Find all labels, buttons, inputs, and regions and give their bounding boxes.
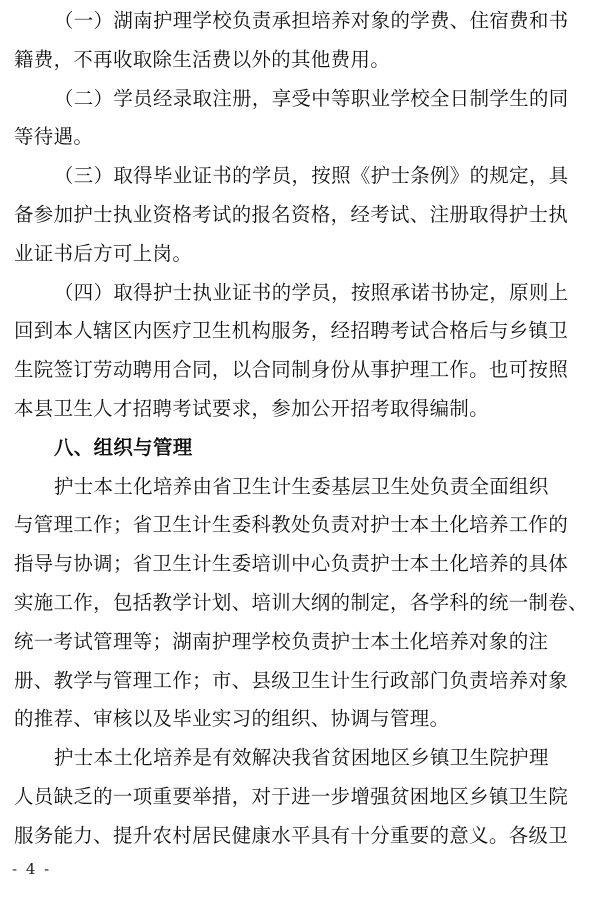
paragraph-3-line-1: （三）取得毕业证书的学员，按照《护士条例》的规定，具	[54, 164, 569, 188]
paragraph-6-line-3: 服务能力、提升农村居民健康水平具有十分重要的意义。各级卫	[14, 823, 569, 847]
paragraph-4-line-1: （四）取得护士执业证书的学员，按照承诺书协定，原则上	[54, 280, 569, 304]
paragraph-1-line-2: 籍费，不再收取除生活费以外的其他费用。	[14, 47, 391, 71]
paragraph-2-line-1: （二）学员经录取注册，享受中等职业学校全日制学生的同	[54, 86, 569, 110]
page-number: - 4 -	[12, 860, 52, 878]
section-heading: 八、组织与管理	[54, 435, 193, 459]
paragraph-5-line-4: 实施工作，包括教学计划、培训大纲的制定，各学科的统一制卷、	[14, 590, 588, 614]
paragraph-5-line-3: 指导与协调；省卫生计生委培训中心负责护士本土化培养的具体	[14, 552, 569, 576]
paragraph-6-line-1: 护士本土化培养是有效解决我省贫困地区乡镇卫生院护理	[54, 746, 549, 770]
paragraph-2-line-2: 等待遇。	[14, 125, 94, 149]
paragraph-3-line-2: 备参加护士执业资格考试的报名资格，经考试、注册取得护士执	[14, 202, 569, 226]
paragraph-3-line-3: 业证书后方可上岗。	[14, 241, 193, 265]
paragraph-5-line-6: 册、教学与管理工作；市、县级卫生计生行政部门负责培养对象	[14, 668, 569, 692]
paragraph-1-line-1: （一）湖南护理学校负责承担培养对象的学费、住宿费和书	[54, 9, 569, 32]
paragraph-5-line-2: 与管理工作；省卫生计生委科教处负责对护士本土化培养工作的	[14, 513, 569, 537]
paragraph-5-line-5: 统一考试管理等；湖南护理学校负责护士本土化培养对象的注	[14, 629, 549, 653]
document-body	[14, 2, 600, 856]
paragraph-5-line-7: 的推荐、审核以及毕业实习的组织、协调与管理。	[14, 707, 450, 731]
paragraph-4-line-2: 回到本人辖区内医疗卫生机构服务，经招聘考试合格后与乡镇卫	[14, 319, 569, 343]
paragraph-4-line-3: 生院签订劳动聘用合同，以合同制身份从事护理工作。也可按照	[14, 358, 569, 382]
paragraph-5-line-1: 护士本土化培养由省卫生计生委基层卫生处负责全面组织	[54, 474, 549, 498]
paragraph-4-line-4: 本县卫生人才招聘考试要求，参加公开招考取得编制。	[14, 396, 489, 420]
paragraph-6-line-2: 人员缺乏的一项重要举措，对于进一步增强贫困地区乡镇卫生院	[14, 784, 569, 808]
